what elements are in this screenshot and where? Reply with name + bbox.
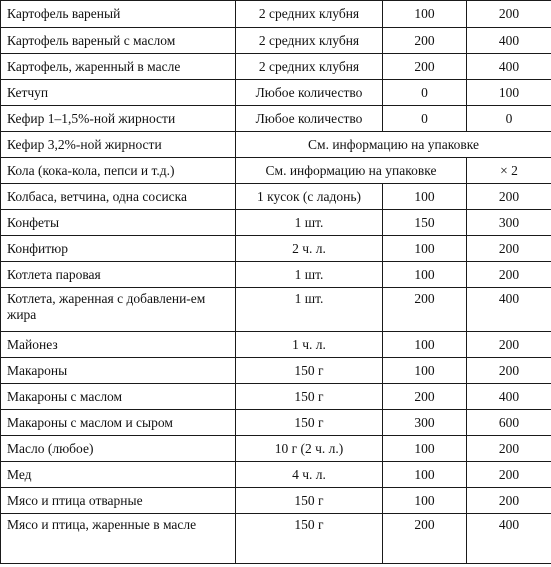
food-name: Мед <box>1 462 236 488</box>
food-name: Кола (кока-кола, пепси и т.д.) <box>1 158 236 184</box>
value-cell-2: 200 <box>467 236 551 262</box>
value-cell-1: 100 <box>383 236 467 262</box>
value-cell-2: 600 <box>467 410 551 436</box>
value-cell-2: 200 <box>467 1 551 28</box>
food-name: Кефир 1–1,5%-ной жирности <box>1 106 236 132</box>
value-cell-2: 400 <box>467 54 551 80</box>
value-cell-1: 100 <box>383 262 467 288</box>
food-name: Конфеты <box>1 210 236 236</box>
value-cell-1: 150 <box>383 210 467 236</box>
value-cell-2: 400 <box>467 28 551 54</box>
food-name: Конфитюр <box>1 236 236 262</box>
portion-cell: 4 ч. л. <box>236 462 383 488</box>
portion-cell: См. информацию на упаковке <box>236 158 467 184</box>
food-name: Макароны <box>1 358 236 384</box>
merged-info-cell: См. информацию на упаковке <box>236 132 551 158</box>
value-cell-1: 100 <box>383 462 467 488</box>
food-name: Картофель, жаренный в масле <box>1 54 236 80</box>
table-row <box>1 514 551 564</box>
value-cell-2: 300 <box>467 210 551 236</box>
value-cell-2: 200 <box>467 436 551 462</box>
value-cell-1: 100 <box>383 488 467 514</box>
value-cell-2: 0 <box>467 106 551 132</box>
food-name: Макароны с маслом <box>1 384 236 410</box>
value-cell-1: 100 <box>383 184 467 210</box>
table-row <box>1 80 551 106</box>
table-row <box>1 488 551 514</box>
table-row <box>1 410 551 436</box>
food-name: Картофель вареный с маслом <box>1 28 236 54</box>
value-cell-1: 300 <box>383 410 467 436</box>
table-row <box>1 288 551 332</box>
table-row <box>1 358 551 384</box>
value-cell-1: 100 <box>383 1 467 28</box>
value-cell-1: 200 <box>383 54 467 80</box>
table-row <box>1 184 551 210</box>
food-name: Котлета паровая <box>1 262 236 288</box>
portion-cell: 150 г <box>236 410 383 436</box>
food-name: Котлета, жаренная с добавлени-ем жира <box>1 288 236 332</box>
value-cell-2: × 2 <box>467 158 551 184</box>
value-cell-1: 200 <box>383 384 467 410</box>
table-row <box>1 106 551 132</box>
table-row <box>1 28 551 54</box>
table-row <box>1 54 551 80</box>
value-cell-2: 400 <box>467 514 551 564</box>
food-name: Масло (любое) <box>1 436 236 462</box>
value-cell-2: 200 <box>467 462 551 488</box>
food-name: Колбаса, ветчина, одна сосиска <box>1 184 236 210</box>
value-cell-1: 200 <box>383 514 467 564</box>
value-cell-2: 200 <box>467 332 551 358</box>
food-name: Картофель вареный <box>1 1 236 28</box>
table-row <box>1 436 551 462</box>
food-name: Майонез <box>1 332 236 358</box>
value-cell-1: 200 <box>383 288 467 332</box>
value-cell-1: 100 <box>383 436 467 462</box>
food-name: Кефир 3,2%-ной жирности <box>1 132 236 158</box>
food-name: Мясо и птица отварные <box>1 488 236 514</box>
food-name: Мясо и птица, жаренные в масле <box>1 514 236 564</box>
portion-cell: Любое количество <box>236 80 383 106</box>
value-cell-2: 200 <box>467 184 551 210</box>
portion-cell: 1 шт. <box>236 262 383 288</box>
food-name: Макароны с маслом и сыром <box>1 410 236 436</box>
value-cell-1: 0 <box>383 80 467 106</box>
value-cell-1: 0 <box>383 106 467 132</box>
table-row <box>1 132 551 158</box>
portion-cell: 1 шт. <box>236 210 383 236</box>
value-cell-2: 400 <box>467 288 551 332</box>
portion-cell: 1 ч. л. <box>236 332 383 358</box>
table-row <box>1 158 551 184</box>
value-cell-1: 100 <box>383 358 467 384</box>
value-cell-2: 200 <box>467 262 551 288</box>
value-cell-1: 200 <box>383 28 467 54</box>
table-row <box>1 384 551 410</box>
value-cell-1: 100 <box>383 332 467 358</box>
portion-cell: 2 средних клубня <box>236 1 383 28</box>
table-row <box>1 332 551 358</box>
portion-cell: Любое количество <box>236 106 383 132</box>
portion-cell: 2 средних клубня <box>236 54 383 80</box>
value-cell-2: 200 <box>467 358 551 384</box>
table-row <box>1 210 551 236</box>
portion-cell: 150 г <box>236 488 383 514</box>
portion-cell: 150 г <box>236 514 383 564</box>
portion-cell: 10 г (2 ч. л.) <box>236 436 383 462</box>
food-name: Кетчуп <box>1 80 236 106</box>
table-row <box>1 262 551 288</box>
value-cell-2: 200 <box>467 488 551 514</box>
table-row <box>1 1 551 28</box>
portion-cell: 150 г <box>236 358 383 384</box>
portion-cell: 150 г <box>236 384 383 410</box>
value-cell-2: 100 <box>467 80 551 106</box>
portion-cell: 1 шт. <box>236 288 383 332</box>
value-cell-2: 400 <box>467 384 551 410</box>
portion-cell: 1 кусок (с ладонь) <box>236 184 383 210</box>
portion-cell: 2 средних клубня <box>236 28 383 54</box>
portion-cell: 2 ч. л. <box>236 236 383 262</box>
table-row <box>1 462 551 488</box>
table-row <box>1 236 551 262</box>
